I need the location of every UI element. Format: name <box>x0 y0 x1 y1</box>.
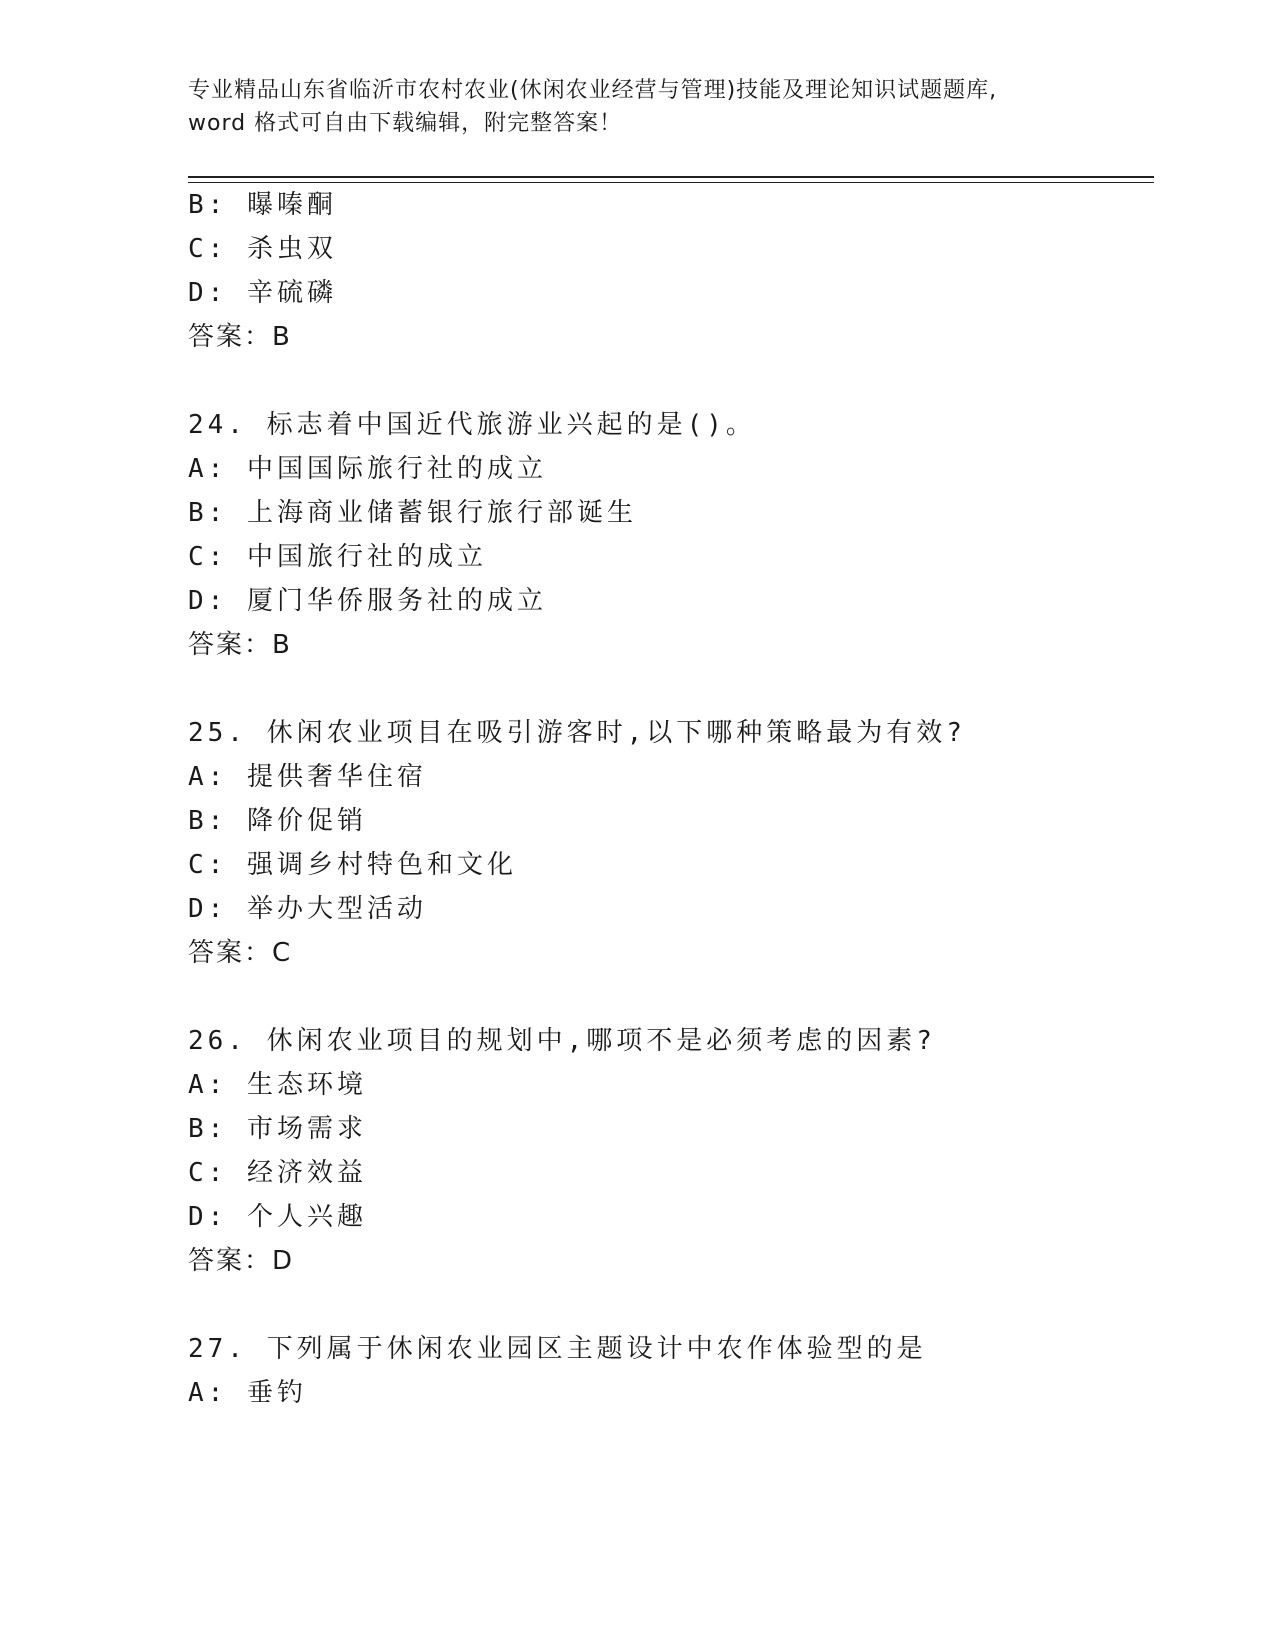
question-25-option-d: D: 举办大型活动 <box>188 894 427 924</box>
question-26-option-c: C: 经济效益 <box>188 1158 367 1188</box>
question-25-option-c: C: 强调乡村特色和文化 <box>188 850 517 880</box>
document-header <box>188 74 1088 140</box>
header-divider-thin <box>188 182 1154 183</box>
question-25-option-b: B: 降价促销 <box>188 806 367 836</box>
header-divider-thick <box>188 176 1154 178</box>
question-24-option-d: D: 厦门华侨服务社的成立 <box>188 586 547 616</box>
option-c: C: 杀虫双 <box>188 234 337 264</box>
question-27-stem: 27. 下列属于休闲农业园区主题设计中农作体验型的是 <box>188 1334 927 1364</box>
header-title-line-2: word 格式可自由下载编辑，附完整答案！ <box>188 111 623 136</box>
question-25-option-a: A: 提供奢华住宿 <box>188 762 427 792</box>
question-26-option-a: A: 生态环境 <box>188 1070 367 1100</box>
question-24-option-a: A: 中国国际旅行社的成立 <box>188 454 547 484</box>
question-26-option-d: D: 个人兴趣 <box>188 1202 367 1232</box>
question-24-stem: 24. 标志着中国近代旅游业兴起的是()。 <box>188 410 756 440</box>
question-24-option-c: C: 中国旅行社的成立 <box>188 542 487 572</box>
question-25-answer: 答案：C <box>188 938 293 968</box>
question-25-stem: 25. 休闲农业项目在吸引游客时,以下哪种策略最为有效? <box>188 718 966 748</box>
question-26-answer: 答案：D <box>188 1246 295 1276</box>
question-26-stem: 26. 休闲农业项目的规划中,哪项不是必须考虑的因素? <box>188 1026 936 1056</box>
question-26-option-b: B: 市场需求 <box>188 1114 367 1144</box>
question-24-answer: 答案：B <box>188 630 292 660</box>
question-27-option-a: A: 垂钓 <box>188 1378 307 1408</box>
option-b: B: 曝嗪酮 <box>188 190 337 220</box>
question-24-option-b: B: 上海商业储蓄银行旅行部诞生 <box>188 498 637 528</box>
option-d: D: 辛硫磷 <box>188 278 337 308</box>
answer-line: 答案：B <box>188 322 292 352</box>
header-title-line-1: 专业精品山东省临沂市农村农业(休闲农业经营与管理)技能及理论知识试题题库, <box>188 78 998 103</box>
